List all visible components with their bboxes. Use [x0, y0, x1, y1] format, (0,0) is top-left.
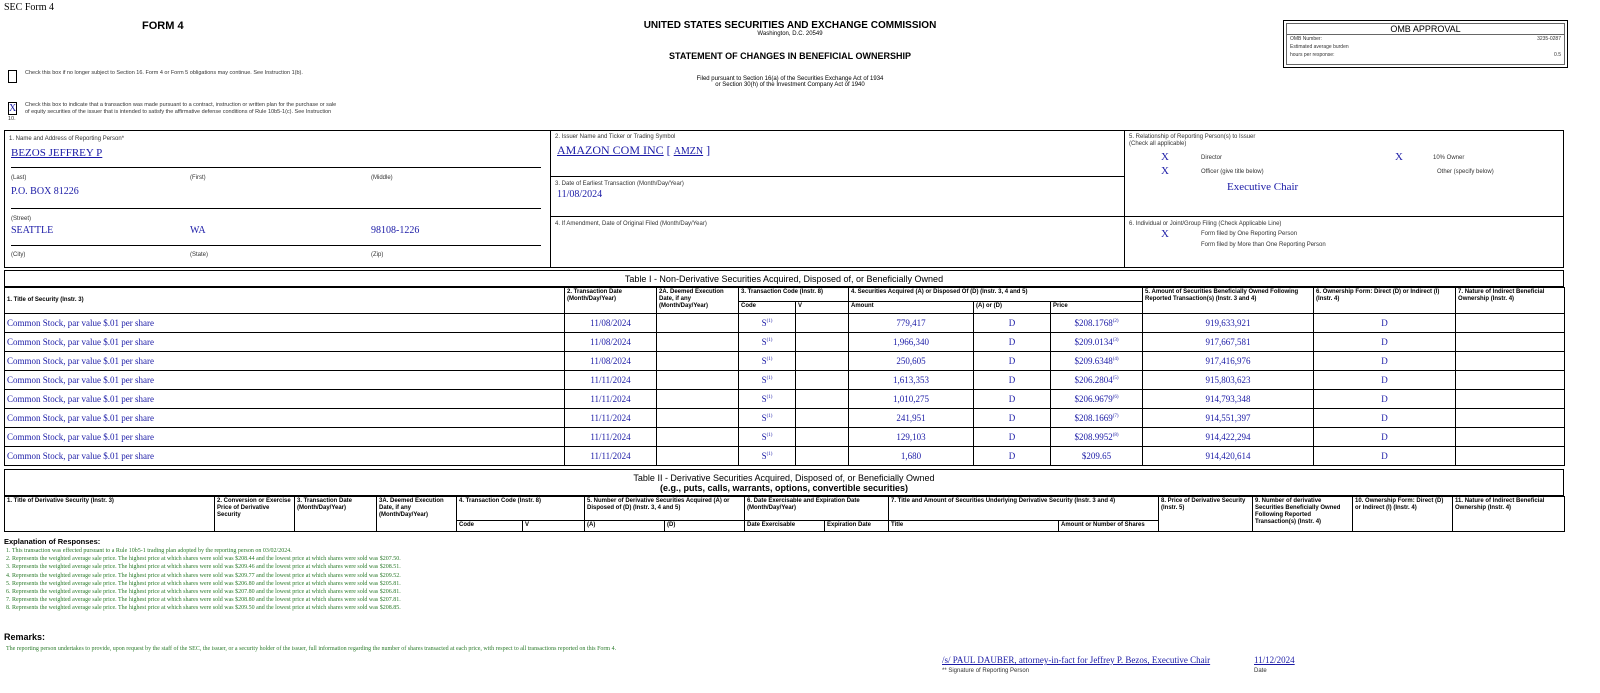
- transaction-code-cell-value: S: [761, 318, 767, 328]
- form-title: FORM 4: [142, 20, 184, 32]
- table-2-title: Table II - Derivative Securities Acquired, Disposed of, or Beneficially Owned: [633, 473, 935, 483]
- ownership-form-cell-value: D: [1381, 375, 1388, 385]
- ownership-form-cell: [1314, 333, 1456, 352]
- amount-cell-value: 241,951: [896, 413, 926, 423]
- street-label: (Street): [11, 216, 32, 222]
- amount-cell-value: 1,680: [900, 451, 922, 461]
- officer-label: Officer (give title below): [1201, 169, 1264, 175]
- ticker-open: [: [666, 143, 671, 157]
- deemed-date-cell: [657, 314, 739, 333]
- t1-col-code: 3. Transaction Code (Instr. 8): [739, 288, 849, 302]
- table-row: [5, 409, 1565, 428]
- amount-cell-value: 1,966,340: [893, 337, 929, 347]
- security-title-cell: [5, 314, 565, 333]
- price-cell: [1051, 314, 1143, 333]
- transaction-date-cell-value: 11/11/2024: [590, 413, 631, 423]
- transaction-code-cell: [739, 333, 796, 352]
- ownership-form-cell-value: D: [1381, 394, 1388, 404]
- v-cell: [796, 352, 849, 371]
- transaction-code-cell: [739, 352, 796, 371]
- acquired-disposed-cell-value: D: [1008, 432, 1016, 442]
- box-4-label: 4. If Amendment, Date of Original Filed (Month/Day/Year): [555, 221, 707, 227]
- table-2-title-box: [4, 469, 1564, 496]
- deemed-date-cell: [657, 447, 739, 466]
- table-2-section: [4, 469, 1564, 532]
- signature-label: ** Signature of Reporting Person: [942, 668, 1030, 674]
- table-1: [4, 287, 1565, 466]
- acquired-disposed-cell: [974, 371, 1051, 390]
- nature-cell: [1456, 333, 1565, 352]
- omb-row: [1287, 43, 1564, 51]
- owned-after-cell: [1143, 428, 1314, 447]
- omb-row-label: Estimated average burden: [1290, 44, 1349, 50]
- table-row: [5, 333, 1565, 352]
- price-cell-value: $208.1669: [1074, 413, 1113, 423]
- security-title-cell-value: Common Stock, par value $.01 per share: [7, 318, 154, 328]
- footnote-ref[interactable]: (2): [1112, 319, 1119, 324]
- security-title-cell: [5, 428, 565, 447]
- acquired-disposed-cell: [974, 352, 1051, 371]
- t1-sub-ad: (A) or (D): [974, 302, 1051, 314]
- ownership-form-cell: [1314, 409, 1456, 428]
- table-row: [5, 390, 1565, 409]
- t2-col-exercisable: 6. Date Exercisable and Expiration Date (Month/Day/Year): [745, 497, 889, 521]
- t2-col-nature: 11. Nature of Indirect Beneficial Ownership (Instr. 4): [1453, 497, 1565, 532]
- footnote-ref[interactable]: (4): [1112, 357, 1119, 362]
- acquired-disposed-cell: [974, 409, 1051, 428]
- omb-row: [1287, 51, 1564, 59]
- security-title-cell: [5, 333, 565, 352]
- acquired-disposed-cell: [974, 428, 1051, 447]
- price-cell: [1051, 428, 1143, 447]
- t1-sub-v: V: [796, 302, 849, 314]
- owned-after-cell-value: 914,793,348: [1205, 394, 1251, 404]
- transaction-date-cell-value: 11/08/2024: [590, 337, 631, 347]
- footnote-ref[interactable]: (1): [766, 376, 773, 381]
- footnote-ref[interactable]: (1): [766, 414, 773, 419]
- ten-percent-label: 10% Owner: [1433, 155, 1465, 161]
- amount-cell: [849, 447, 974, 466]
- t2-sub-title: Title: [889, 521, 1059, 532]
- more-persons-label: Form filed by More than One Reporting Person: [1201, 242, 1326, 248]
- table-row: [5, 314, 1565, 333]
- security-title-cell-value: Common Stock, par value $.01 per share: [7, 451, 154, 461]
- transaction-code-cell: [739, 447, 796, 466]
- omb-row-value: 3235-0287: [1537, 36, 1561, 42]
- t2-sub-amount: Amount or Number of Shares: [1059, 521, 1159, 532]
- price-cell: [1051, 333, 1143, 352]
- owned-after-cell-value: 914,422,294: [1205, 432, 1251, 442]
- price-cell: [1051, 352, 1143, 371]
- box-1-label: 1. Name and Address of Reporting Person*: [9, 136, 125, 142]
- transaction-date-cell-value: 11/11/2024: [590, 394, 631, 404]
- amount-cell: [849, 371, 974, 390]
- footnote-item: 8. Represents the weighted average sale price. The highest price at which shares were sold was $209.50 and the lowest price at which shares were sold was $208.85.: [6, 605, 401, 612]
- acquired-disposed-cell: [974, 314, 1051, 333]
- t2-col-number: 5. Number of Derivative Securities Acquired (A) or Disposed of (D) (Instr. 3, 4 and 5): [585, 497, 745, 521]
- ownership-form-cell: [1314, 352, 1456, 371]
- security-title-cell: [5, 447, 565, 466]
- security-title-cell: [5, 390, 565, 409]
- t1-sub-amount: Amount: [849, 302, 974, 314]
- table-row: [5, 371, 1565, 390]
- v-cell: [796, 371, 849, 390]
- acquired-disposed-cell-value: D: [1008, 394, 1016, 404]
- price-cell-value: $209.65: [1081, 451, 1112, 461]
- ownership-form-cell: [1314, 390, 1456, 409]
- relationship-section: [1125, 131, 1563, 267]
- transaction-code-cell-value: S: [761, 394, 767, 404]
- amount-cell: [849, 390, 974, 409]
- box-3-earliest-date: [551, 177, 1124, 217]
- transaction-date-cell: [565, 371, 657, 390]
- footnote-ref[interactable]: (1): [766, 433, 773, 438]
- ten-percent-mark: X: [1395, 151, 1403, 163]
- reporting-info-section: [4, 130, 1564, 268]
- director-label: Director: [1201, 155, 1223, 161]
- director-mark: X: [1161, 151, 1169, 163]
- owned-after-cell: [1143, 352, 1314, 371]
- amount-cell-value: 129,103: [896, 432, 926, 442]
- footnotes-list: [6, 547, 906, 613]
- v-cell: [796, 447, 849, 466]
- footnote-ref[interactable]: (1): [766, 395, 773, 400]
- t2-col-conversion: 2. Conversion or Exercise Price of Derivative Security: [215, 497, 295, 532]
- ownership-form-cell-value: D: [1381, 432, 1388, 442]
- table-row: [5, 447, 1565, 466]
- issuer-name-link[interactable]: AMAZON COM INC: [557, 143, 664, 157]
- price-cell: [1051, 447, 1143, 466]
- transaction-date-cell: [565, 447, 657, 466]
- ownership-form-cell-value: D: [1381, 356, 1388, 366]
- transaction-date-cell-value: 11/08/2024: [590, 318, 631, 328]
- explanation-title: Explanation of Responses:: [4, 537, 101, 546]
- transaction-date-cell-value: 11/11/2024: [590, 432, 631, 442]
- t2-col-deemed: 3A. Deemed Execution Date, if any (Month/Day/Year): [377, 497, 457, 532]
- transaction-code-cell: [739, 428, 796, 447]
- owned-after-cell: [1143, 447, 1314, 466]
- footnote-item: 6. Represents the weighted average sale price. The highest price at which shares were sold was $207.80 and the lowest price at which shares were sold was $206.81.: [6, 589, 401, 596]
- other-label: Other (specify below): [1437, 169, 1494, 175]
- filed-pursuant-2: or Section 30(h) of the Investment Company Act of 1940: [715, 82, 865, 88]
- nature-cell: [1456, 409, 1565, 428]
- ownership-form-cell-value: D: [1381, 337, 1388, 347]
- city-label: (City): [11, 252, 26, 258]
- rule-10b5-text: Check this box to indicate that a transaction was made pursuant to a contract, instruction or written plan for the purchase or sale of equity securities of the issuer that is intended to satisfy the affirmative defense conditions of Rule 10b5-1(c). See Instruction 10.: [8, 102, 337, 122]
- price-cell-value: $206.2804: [1074, 375, 1113, 385]
- amount-cell-value: 1,613,353: [893, 375, 929, 385]
- check-box-10b5: [8, 102, 338, 123]
- footnote-item: 7. Represents the weighted average sale price. The highest price at which shares were sold was $208.80 and the lowest price at which shares were sold was $207.81.: [6, 597, 401, 604]
- signature-link[interactable]: /s/ PAUL DAUBER, attorney-in-fact for Jeffrey P. Bezos, Executive Chair: [942, 655, 1211, 665]
- transaction-code-cell: [739, 409, 796, 428]
- owned-after-cell: [1143, 333, 1314, 352]
- security-title-cell: [5, 371, 565, 390]
- t2-col-title: 1. Title of Derivative Security (Instr. 3): [5, 497, 215, 532]
- transaction-code-cell-value: S: [761, 356, 767, 366]
- price-cell: [1051, 409, 1143, 428]
- deemed-date-cell: [657, 390, 739, 409]
- ownership-form-cell-value: D: [1381, 318, 1388, 328]
- omb-rows: [1287, 35, 1564, 59]
- t2-sub-a: (A): [585, 521, 665, 532]
- agency-name: UNITED STATES SECURITIES AND EXCHANGE COMMISSION: [643, 20, 937, 31]
- transaction-date-cell: [565, 314, 657, 333]
- box-2-label: 2. Issuer Name and Ticker or Trading Symbol: [555, 134, 676, 140]
- security-title-cell-value: Common Stock, par value $.01 per share: [7, 337, 154, 347]
- footnote-ref[interactable]: (7): [1112, 414, 1119, 419]
- transaction-date-cell-value: 11/11/2024: [590, 451, 631, 461]
- owned-after-cell-value: 917,416,976: [1205, 356, 1251, 366]
- omb-row-label: OMB Number:: [1290, 36, 1322, 42]
- date-label: Date: [1254, 668, 1267, 674]
- omb-row-value: 0.5: [1554, 52, 1561, 58]
- table-row: [5, 428, 1565, 447]
- signature-date-link[interactable]: 11/12/2024: [1254, 655, 1295, 665]
- price-cell-value: $208.1768: [1074, 318, 1113, 328]
- box-2-issuer: [551, 131, 1124, 177]
- v-cell: [796, 314, 849, 333]
- transaction-code-cell-value: S: [761, 375, 767, 385]
- ownership-form-cell: [1314, 314, 1456, 333]
- footnote-ref[interactable]: (1): [766, 357, 773, 362]
- transaction-code-cell: [739, 390, 796, 409]
- reporting-person-name-link[interactable]: BEZOS JEFFREY P: [11, 147, 103, 159]
- v-cell: [796, 333, 849, 352]
- acquired-disposed-cell: [974, 390, 1051, 409]
- owned-after-cell-value: 919,633,921: [1205, 318, 1251, 328]
- t2-col-price: 8. Price of Derivative Security (Instr. 5): [1159, 497, 1253, 532]
- footnote-item: 1. This transaction was effected pursuant to a Rule 10b5-1 trading plan adopted by the reporting person on 03/02/2024.: [6, 548, 292, 554]
- nature-cell: [1456, 352, 1565, 371]
- table-2: [4, 496, 1565, 532]
- street-value: P.O. BOX 81226: [11, 186, 79, 197]
- footnote-ref[interactable]: (8): [1112, 433, 1119, 438]
- transaction-date-cell: [565, 352, 657, 371]
- transaction-code-cell-value: S: [761, 337, 767, 347]
- t2-sub-expiration: Expiration Date: [825, 521, 889, 532]
- issuer-section: [551, 131, 1125, 267]
- earliest-date-value: 11/08/2024: [557, 189, 603, 200]
- security-title-cell-value: Common Stock, par value $.01 per share: [7, 394, 154, 404]
- zip-value: 98108-1226: [371, 225, 420, 236]
- officer-mark: X: [1161, 165, 1169, 177]
- section-16-text: Check this box if no longer subject to Section 16. Form 4 or Form 5 obligations may continue. See Instruction 1(b).: [25, 70, 303, 76]
- box-5-sublabel: (Check all applicable): [1129, 141, 1187, 147]
- omb-title: OMB APPROVAL: [1287, 24, 1564, 35]
- t1-col-deemed: 2A. Deemed Execution Date, if any (Month/Day/Year): [657, 288, 739, 314]
- remarks-text: The reporting person undertakes to provide, upon request by the staff of the SEC, the issuer, or a security holder of the issuer, full information regarding the number of shares transacted at each price, with respect to all transactions reported on this Form 4.: [6, 646, 617, 652]
- acquired-disposed-cell-value: D: [1008, 337, 1016, 347]
- amount-cell: [849, 333, 974, 352]
- t1-col-securities: 4. Securities Acquired (A) or Disposed Of (D) (Instr. 3, 4 and 5): [849, 288, 1143, 302]
- v-cell: [796, 409, 849, 428]
- transaction-code-cell-value: S: [761, 413, 767, 423]
- omb-row-label: hours per response:: [1290, 52, 1335, 58]
- security-title-cell: [5, 352, 565, 371]
- transaction-date-cell: [565, 333, 657, 352]
- owned-after-cell: [1143, 371, 1314, 390]
- state-value: WA: [190, 225, 206, 236]
- price-cell: [1051, 371, 1143, 390]
- nature-cell: [1456, 371, 1565, 390]
- footnote-ref[interactable]: (1): [766, 319, 773, 324]
- nature-cell: [1456, 428, 1565, 447]
- t1-col-form: 6. Ownership Form: Direct (D) or Indirect (I) (Instr. 4): [1314, 288, 1456, 314]
- last-label: (Last): [11, 175, 27, 181]
- amount-cell: [849, 352, 974, 371]
- t1-sub-code: Code: [739, 302, 796, 314]
- transaction-code-cell-value: S: [761, 432, 767, 442]
- acquired-disposed-cell-value: D: [1008, 318, 1016, 328]
- t2-sub-d: (D): [665, 521, 745, 532]
- section-16-checkbox[interactable]: [8, 70, 17, 83]
- box-6-label: 6. Individual or Joint/Group Filing (Check Applicable Line): [1129, 221, 1282, 227]
- deemed-date-cell: [657, 333, 739, 352]
- box-3-label: 3. Date of Earliest Transaction (Month/Day/Year): [555, 181, 684, 187]
- t2-col-code: 4. Transaction Code (Instr. 8): [457, 497, 585, 521]
- middle-label: (Middle): [371, 175, 393, 181]
- owned-after-cell-value: 917,667,581: [1205, 337, 1251, 347]
- table-1-section: [4, 270, 1564, 466]
- city-value: SEATTLE: [11, 225, 54, 236]
- omb-approval-box: [1283, 20, 1568, 68]
- price-cell-value: $209.0134: [1074, 337, 1113, 347]
- t2-col-date: 3. Transaction Date (Month/Day/Year): [295, 497, 377, 532]
- table-2-subtitle: (e.g., puts, calls, warrants, options, convertible securities): [659, 483, 909, 493]
- t2-col-underlying: 7. Title and Amount of Securities Underlying Derivative Security (Instr. 3 and 4): [889, 497, 1159, 521]
- nature-cell: [1456, 390, 1565, 409]
- footnote-ref[interactable]: (1): [766, 452, 773, 457]
- price-cell-value: $206.9679: [1074, 394, 1113, 404]
- transaction-code-cell-value: S: [761, 451, 767, 461]
- t2-sub-v: V: [523, 521, 585, 532]
- owned-after-cell: [1143, 314, 1314, 333]
- t1-col-owned: 5. Amount of Securities Beneficially Owned Following Reported Transaction(s) (Instr. 3 and 4): [1143, 288, 1314, 314]
- owned-after-cell-value: 915,803,623: [1205, 375, 1251, 385]
- ticker-link[interactable]: AMZN: [673, 146, 704, 157]
- remarks-title: Remarks:: [4, 632, 46, 642]
- security-title-cell: [5, 409, 565, 428]
- deemed-date-cell: [657, 409, 739, 428]
- amount-cell-value: 250,605: [896, 356, 926, 366]
- filed-pursuant-1: Filed pursuant to Section 16(a) of the Securities Exchange Act of 1934: [696, 76, 884, 82]
- price-cell: [1051, 390, 1143, 409]
- owned-after-cell: [1143, 390, 1314, 409]
- v-cell: [796, 390, 849, 409]
- one-person-mark: X: [1161, 228, 1169, 240]
- transaction-code-cell: [739, 371, 796, 390]
- footnote-item: 3. Represents the weighted average sale price. The highest price at which shares were sold was $209.46 and the lowest price at which shares were sold was $208.51.: [6, 564, 401, 571]
- t2-sub-date-exercisable: Date Exercisable: [745, 521, 825, 532]
- transaction-date-cell: [565, 390, 657, 409]
- ownership-form-cell: [1314, 371, 1456, 390]
- amount-cell-value: 779,417: [896, 318, 926, 328]
- transaction-date-cell: [565, 409, 657, 428]
- omb-row: [1287, 35, 1564, 43]
- transaction-date-cell-value: 11/08/2024: [590, 356, 631, 366]
- state-label: (State): [190, 252, 209, 258]
- acquired-disposed-cell-value: D: [1008, 413, 1016, 423]
- officer-title-value: Executive Chair: [1227, 181, 1299, 193]
- t1-col-title: 1. Title of Security (Instr. 3): [5, 288, 565, 314]
- acquired-disposed-cell: [974, 333, 1051, 352]
- ownership-form-cell: [1314, 447, 1456, 466]
- statement-title: STATEMENT OF CHANGES IN BENEFICIAL OWNERSHIP: [668, 51, 911, 61]
- security-title-cell-value: Common Stock, par value $.01 per share: [7, 375, 154, 385]
- deemed-date-cell: [657, 371, 739, 390]
- footnote-ref[interactable]: (5): [1112, 376, 1119, 381]
- acquired-disposed-cell-value: D: [1008, 356, 1016, 366]
- doc-label: SEC Form 4: [4, 2, 55, 13]
- transaction-date-cell: [565, 428, 657, 447]
- security-title-cell-value: Common Stock, par value $.01 per share: [7, 432, 154, 442]
- acquired-disposed-cell: [974, 447, 1051, 466]
- agency-city: Washington, D.C. 20549: [757, 31, 823, 37]
- zip-label: (Zip): [371, 252, 384, 258]
- price-cell-value: $209.6348: [1074, 356, 1113, 366]
- owned-after-cell-value: 914,551,397: [1205, 413, 1251, 423]
- t1-col-nature: 7. Nature of Indirect Beneficial Ownership (Instr. 4): [1456, 288, 1565, 314]
- ownership-form-cell: [1314, 428, 1456, 447]
- rule-10b5-checkbox[interactable]: X: [9, 103, 17, 114]
- footnote-ref[interactable]: (3): [1112, 338, 1119, 343]
- t1-sub-price: Price: [1051, 302, 1143, 314]
- owned-after-cell: [1143, 409, 1314, 428]
- footnote-item: 5. Represents the weighted average sale price. The highest price at which shares were sold was $206.80 and the lowest price at which shares were sold was $205.81.: [6, 580, 401, 587]
- price-cell-value: $208.9952: [1074, 432, 1113, 442]
- t1-col-date: 2. Transaction Date (Month/Day/Year): [565, 288, 657, 314]
- deemed-date-cell: [657, 352, 739, 371]
- amount-cell: [849, 314, 974, 333]
- t2-col-form: 10. Ownership Form: Direct (D) or Indirect (I) (Instr. 4): [1353, 497, 1453, 532]
- table-row: [5, 352, 1565, 371]
- table-1-title: Table I - Non-Derivative Securities Acquired, Disposed of, or Beneficially Owned: [4, 270, 1564, 287]
- check-box-section-16: [8, 70, 338, 83]
- nature-cell: [1456, 447, 1565, 466]
- amount-cell-value: 1,010,275: [893, 394, 929, 404]
- acquired-disposed-cell-value: D: [1008, 375, 1016, 385]
- acquired-disposed-cell-value: D: [1008, 451, 1016, 461]
- v-cell: [796, 428, 849, 447]
- ownership-form-cell-value: D: [1381, 413, 1388, 423]
- amount-cell: [849, 428, 974, 447]
- owned-after-cell-value: 914,420,614: [1205, 451, 1251, 461]
- footnote-ref[interactable]: (6): [1112, 395, 1119, 400]
- transaction-code-cell: [739, 314, 796, 333]
- ownership-form-cell-value: D: [1381, 451, 1388, 461]
- footnote-item: 2. Represents the weighted average sale price. The highest price at which shares were sold was $208.44 and the lowest price at which shares were sold was $207.50.: [6, 556, 401, 563]
- box-5-relationship: [1125, 131, 1563, 217]
- deemed-date-cell: [657, 428, 739, 447]
- footnote-ref[interactable]: (1): [766, 338, 773, 343]
- nature-cell: [1456, 314, 1565, 333]
- security-title-cell-value: Common Stock, par value $.01 per share: [7, 356, 154, 366]
- box-1-reporting-person: [5, 131, 551, 267]
- table-1-body: [5, 314, 1565, 466]
- first-label: (First): [190, 175, 206, 181]
- t2-sub-code: Code: [457, 521, 523, 532]
- security-title-cell-value: Common Stock, par value $.01 per share: [7, 413, 154, 423]
- amount-cell: [849, 409, 974, 428]
- box-5-label: 5. Relationship of Reporting Person(s) to Issuer: [1129, 134, 1256, 140]
- t2-col-owned: 9. Number of derivative Securities Beneficially Owned Following Reported Transaction(s) (Instr. 4): [1253, 497, 1353, 532]
- footnote-item: 4. Represents the weighted average sale price. The highest price at which shares were sold was $209.77 and the lowest price at which shares were sold was $209.52.: [6, 572, 401, 579]
- ticker-close: ]: [706, 143, 711, 157]
- transaction-date-cell-value: 11/11/2024: [590, 375, 631, 385]
- one-person-label: Form filed by One Reporting Person: [1201, 231, 1298, 237]
